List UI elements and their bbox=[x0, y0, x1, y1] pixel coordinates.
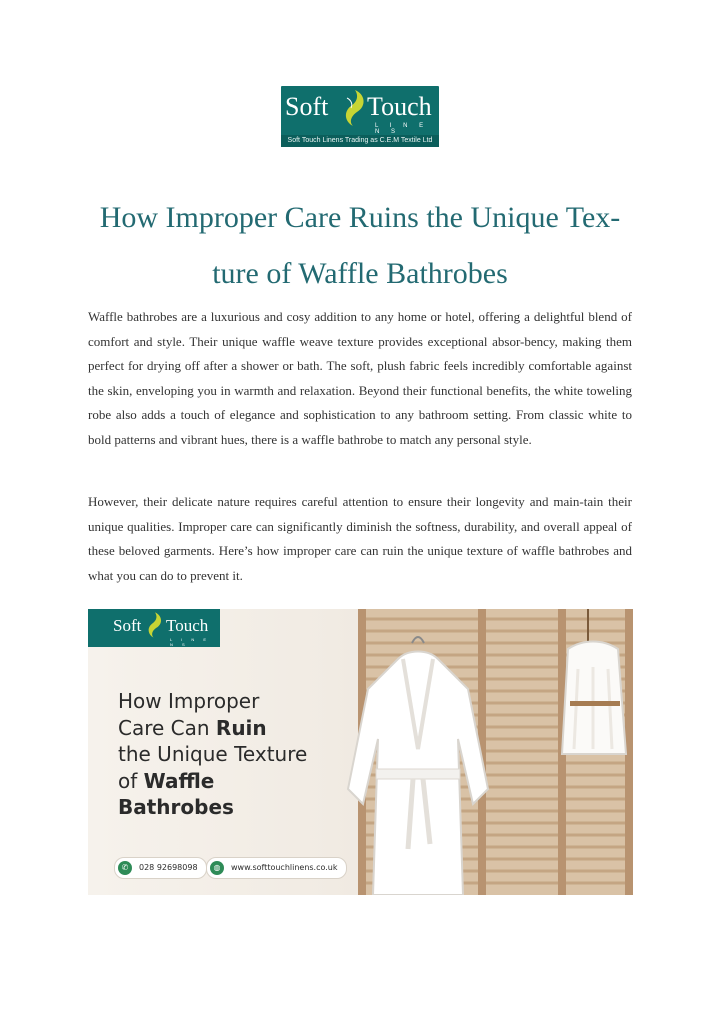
banner-logo-linens: L I N E N S bbox=[170, 637, 211, 647]
banner-website-pill bbox=[206, 857, 347, 879]
banner-logo bbox=[88, 609, 220, 647]
banner-heading bbox=[118, 688, 318, 821]
banner-logo-touch: Touch bbox=[166, 616, 209, 635]
hanging-towel-illustration bbox=[558, 609, 633, 759]
logo-tagline: Soft Touch Linens Trading as C.E.M Textile Ltd bbox=[281, 135, 439, 147]
banner-phone-number: 028 92698098 bbox=[139, 863, 198, 872]
brand-logo bbox=[281, 86, 439, 147]
logo-word-soft: Soft bbox=[285, 92, 329, 121]
banner-phone-pill bbox=[114, 857, 207, 879]
article-title: How Improper Care Ruins the Unique Tex-ture of Waffle Bathrobes bbox=[99, 201, 621, 290]
white-bathrobe-illustration bbox=[338, 629, 498, 895]
banner-heading-line-1: How Improper bbox=[118, 689, 260, 713]
feature-banner-image bbox=[88, 609, 633, 895]
banner-website-url: www.softtouchlinens.co.uk bbox=[231, 863, 338, 872]
article-paragraph-1: Waffle bathrobes are a luxurious and cosy addition to any home or hotel, offering a delightful blend of comfort and style. Their unique waffle weave texture provides exceptional absor-bency, making them perfect for drying off after a shower or bath. The soft, plush fabric feels incredibly comfortable against the skin, enveloping you in warmth and relaxation. Beyond their functional benefits, the white toweling robe also adds a touch of elegance and sophistication to any bathroom setting. From classic white to bold patterns and vibrant hues, there is a waffle bathrobe to match any personal style. bbox=[88, 309, 632, 447]
banner-heading-line-4: of bbox=[118, 768, 144, 793]
banner-heading-bold-waffle: Waffle bbox=[143, 768, 215, 793]
banner-heading-bold-ruin: Ruin bbox=[215, 715, 267, 740]
banner-logo-soft: Soft bbox=[113, 616, 142, 635]
leaf-icon bbox=[145, 611, 165, 639]
banner-heading-bold-bathrobes: Bathrobes bbox=[118, 795, 234, 819]
logo-word-touch: Touch bbox=[367, 92, 432, 121]
phone-icon: ✆ bbox=[118, 861, 132, 875]
banner-heading-line-2: Care Can bbox=[118, 715, 216, 740]
leaf-icon bbox=[341, 88, 369, 128]
article-paragraph-2: However, their delicate nature requires careful attention to ensure their longevity and main-tain their unique qualities. Improper care can significantly diminish the softness, durability, and overall appeal of these beloved garments. Here’s how improper care can ruin the unique texture of waffle bathrobes and what you can do to prevent it. bbox=[88, 494, 632, 583]
logo-word-linens: L I N E N S bbox=[375, 123, 429, 135]
banner-heading-line-3: the Unique Texture bbox=[118, 742, 308, 766]
globe-icon: ◍ bbox=[210, 861, 224, 875]
